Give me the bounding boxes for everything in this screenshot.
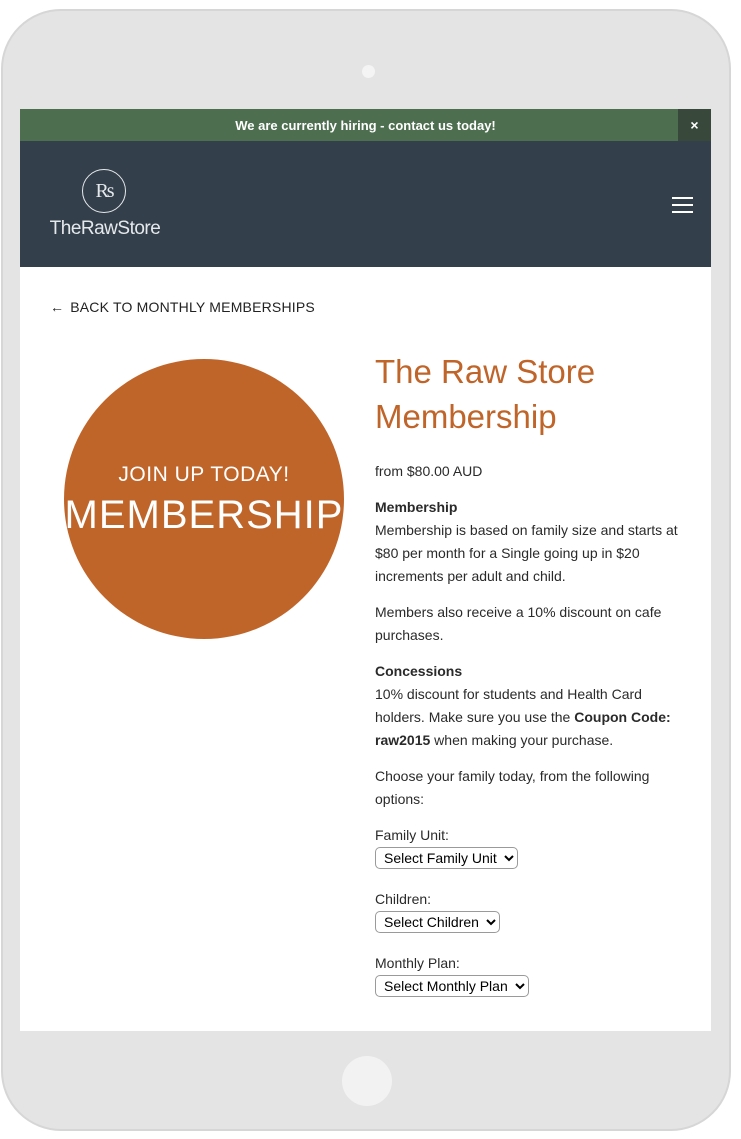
- back-to-memberships-link[interactable]: [50, 299, 315, 315]
- arrow-left-icon: ←: [50, 299, 65, 315]
- product-title-line2: Membership: [375, 398, 557, 435]
- logo-monogram: Rs: [82, 169, 126, 213]
- close-icon: ×: [690, 117, 699, 133]
- children-label: Children:: [375, 891, 432, 907]
- concessions-heading: Concessions: [375, 663, 463, 679]
- logo[interactable]: [46, 169, 164, 241]
- home-button[interactable]: [342, 1056, 392, 1106]
- announcement-bar: [20, 109, 711, 141]
- screen: [20, 109, 711, 1031]
- choose-section: [375, 765, 693, 811]
- choose-text: Choose your family today, from the following options:: [375, 768, 650, 807]
- camera: [362, 65, 375, 78]
- discount-text: Members also receive a 10% discount on cafe purchases.: [375, 604, 662, 643]
- concessions-text: 10% discount for students and Health Card holders. Make sure you use the: [375, 686, 642, 725]
- coupon-code: Coupon Code: raw2015: [375, 709, 671, 748]
- back-link-label: BACK TO MONTHLY MEMBERSHIPS: [70, 299, 315, 315]
- discount-section: [375, 601, 693, 647]
- family-unit-label: Family Unit:: [375, 827, 449, 843]
- concessions-text-end: when making your purchase.: [430, 732, 614, 748]
- site-header: [20, 141, 711, 267]
- membership-description: Membership is based on family size and starts at $80 per month for a Single going up in $20 increments per adult and child.: [375, 522, 678, 584]
- close-announcement-button[interactable]: [678, 109, 711, 141]
- children-select[interactable]: [375, 911, 500, 933]
- concessions-section: [375, 660, 693, 752]
- monthly-plan-label: Monthly Plan:: [375, 955, 460, 971]
- product-details: [375, 349, 693, 998]
- product-image-tagline: JOIN UP TODAY!: [118, 463, 290, 486]
- hamburger-menu-icon[interactable]: [672, 197, 693, 213]
- product-price: from $80.00 AUD: [375, 463, 483, 479]
- membership-section: [375, 496, 693, 588]
- monthly-plan-select[interactable]: [375, 975, 529, 997]
- concessions-description: [375, 683, 693, 752]
- family-unit-select[interactable]: [375, 847, 518, 869]
- product-title-line1: The Raw Store: [375, 353, 596, 390]
- membership-heading: Membership: [375, 499, 458, 515]
- product-image-title: MEMBERSHIP: [64, 493, 344, 537]
- product-image: [64, 359, 344, 639]
- product-title: [375, 349, 693, 439]
- logo-wordmark: TheRawStore: [49, 218, 161, 239]
- announcement-text: We are currently hiring - contact us today!: [235, 117, 496, 133]
